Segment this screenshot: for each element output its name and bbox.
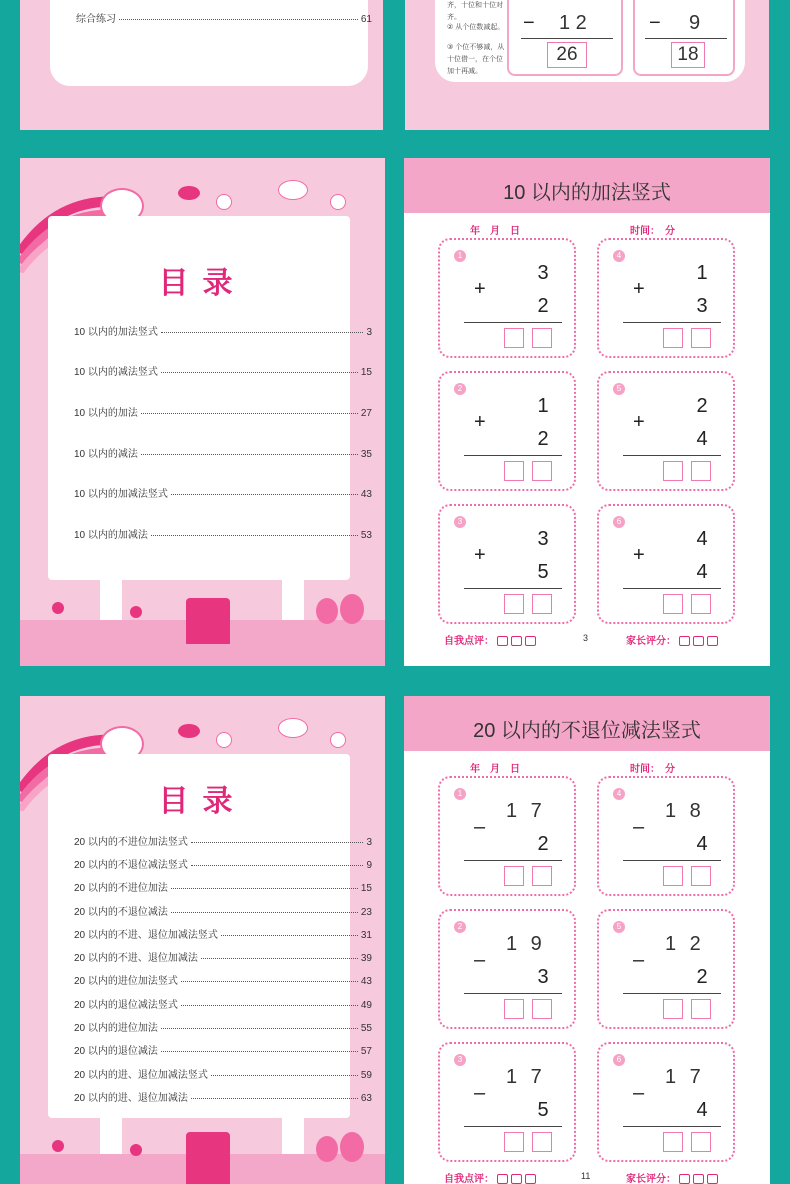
answer-box[interactable] <box>663 999 683 1019</box>
answer-box[interactable] <box>691 461 711 481</box>
answer-box[interactable] <box>663 594 683 614</box>
tree-icon <box>340 594 364 624</box>
toc-row-leader <box>171 494 358 495</box>
top-number: 1 8 <box>665 800 705 822</box>
worksheet-page-partial <box>405 0 769 130</box>
operator: − <box>523 12 535 34</box>
vertical-problem <box>597 504 735 624</box>
toc-row-page: 15 <box>360 883 372 894</box>
date-field[interactable]: 年 月 日 <box>470 226 520 237</box>
toc-row-leader <box>191 842 364 843</box>
toc-row-leader <box>161 372 358 373</box>
problem-number: 4 <box>613 250 625 262</box>
vertical-problem <box>597 1042 735 1162</box>
page-title: 20 以内的不退位减法竖式 <box>473 720 701 742</box>
operator: – <box>633 949 645 971</box>
toc-row-label: 20 以内的不退位减法竖式 <box>74 860 188 871</box>
toc-row[interactable] <box>74 445 372 460</box>
top-number: 2 <box>696 395 708 417</box>
bird-icon <box>178 724 200 738</box>
self-eval[interactable] <box>444 1170 536 1184</box>
answer-box[interactable] <box>663 866 683 886</box>
top-number: 1 <box>696 262 708 284</box>
face-icon[interactable] <box>511 1174 522 1184</box>
answer-box[interactable] <box>504 461 524 481</box>
toc-row-page: 43 <box>360 489 372 500</box>
toc-row[interactable] <box>74 1019 372 1034</box>
face-icon[interactable] <box>525 1174 536 1184</box>
underline <box>623 1126 721 1127</box>
toc-row-page: 35 <box>360 449 372 460</box>
toc-row[interactable] <box>74 404 372 419</box>
bottom-number: 1 2 <box>559 12 587 34</box>
underline <box>464 322 562 323</box>
toc-row-label: 20 以内的不进、退位加减法 <box>74 953 198 964</box>
top-number: 1 7 <box>506 1066 546 1088</box>
top-number: 3 <box>537 262 549 284</box>
toc-row[interactable] <box>74 856 372 871</box>
toc-row-label: 20 以内的退位减法 <box>74 1046 158 1057</box>
top-number: 1 <box>537 395 549 417</box>
answer-box[interactable] <box>504 866 524 886</box>
problem-number: 5 <box>613 383 625 395</box>
bottom-number: 5 <box>537 1099 549 1121</box>
toc-row-label: 10 以内的加减法 <box>74 530 148 541</box>
answer-box[interactable] <box>532 1132 552 1152</box>
note-1: 齐，十位和十位对齐。 <box>447 2 503 21</box>
toc-row-label: 10 以内的减法竖式 <box>74 367 158 378</box>
toc-row-page: 27 <box>360 408 372 419</box>
toc-row-leader <box>181 981 358 982</box>
toc-row-label: 20 以内的进位加法竖式 <box>74 976 178 987</box>
vertical-problem <box>507 0 623 76</box>
toc-row-label: 20 以内的进、退位加减法 <box>74 1093 188 1104</box>
operator: – <box>474 949 486 971</box>
toc-row-label: 10 以内的加减法竖式 <box>74 489 168 500</box>
toc-row-page: 39 <box>360 953 372 964</box>
time-field[interactable]: 时间： 分 <box>630 764 675 775</box>
face-icon[interactable] <box>679 636 690 646</box>
operator: – <box>474 1082 486 1104</box>
toc-row-page: 59 <box>360 1070 372 1081</box>
answer-box[interactable]: 26 <box>547 42 587 68</box>
toc-row-label: 20 以内的不进位加法竖式 <box>74 837 188 848</box>
toc-row-page: 23 <box>360 907 372 918</box>
parent-eval-label: 家长评分： <box>626 636 676 647</box>
self-eval-label: 自我点评： <box>444 636 494 647</box>
flower-icon <box>330 194 346 210</box>
underline <box>464 993 562 994</box>
toc-row-page: 49 <box>360 1000 372 1011</box>
operator: + <box>633 544 645 566</box>
flower-icon <box>330 732 346 748</box>
toc-row[interactable] <box>74 833 372 848</box>
toc-row[interactable] <box>74 485 372 500</box>
toc-row-leader <box>161 1051 358 1052</box>
toc-row-page: 9 <box>366 860 372 871</box>
operator: + <box>633 411 645 433</box>
toc-row[interactable] <box>74 1042 372 1057</box>
toc-row-leader <box>171 888 358 889</box>
toc-row[interactable] <box>74 526 372 541</box>
toc-row-leader <box>161 1028 358 1029</box>
bottom-number: 2 <box>537 295 549 317</box>
face-icon[interactable] <box>525 636 536 646</box>
top-number: 1 7 <box>665 1066 705 1088</box>
operator: + <box>633 278 645 300</box>
bottom-number: 2 <box>537 428 549 450</box>
problem-number: 1 <box>454 250 466 262</box>
answer-box[interactable] <box>504 999 524 1019</box>
house-icon <box>186 598 230 644</box>
page-title: 10 以内的加法竖式 <box>503 182 671 204</box>
toc-page <box>20 696 385 1184</box>
bottom-number: 3 <box>537 966 549 988</box>
vertical-problem <box>438 238 576 358</box>
vertical-problem <box>438 371 576 491</box>
tree-icon <box>340 1132 364 1162</box>
vertical-problem <box>438 504 576 624</box>
top-number: 1 9 <box>506 933 546 955</box>
toc-row-label: 综合练习 <box>76 14 116 25</box>
toc-row-page: 3 <box>366 837 372 848</box>
operator: + <box>474 544 486 566</box>
flower-icon <box>130 1144 142 1156</box>
face-icon[interactable] <box>497 1174 508 1184</box>
page-title: 目录 <box>158 267 247 300</box>
toc-row[interactable] <box>74 1089 372 1104</box>
bottom-number: 2 <box>537 833 549 855</box>
toc-row-page: 15 <box>360 367 372 378</box>
toc-row-page: 31 <box>360 930 372 941</box>
vertical-problem <box>438 909 576 1029</box>
toc-row-page: 57 <box>360 1046 372 1057</box>
toc-row[interactable] <box>74 879 372 894</box>
problem-number: 2 <box>454 383 466 395</box>
flower-icon <box>52 602 64 614</box>
operator: + <box>474 411 486 433</box>
toc-row-leader <box>191 865 364 866</box>
worksheet-footer <box>404 1170 770 1184</box>
house-icon <box>186 1132 230 1184</box>
answer-box[interactable] <box>532 999 552 1019</box>
operator: – <box>474 816 486 838</box>
tree-icon <box>316 598 338 624</box>
bottom-number: 4 <box>696 1099 708 1121</box>
top-number: 4 <box>696 528 708 550</box>
top-number: 1 2 <box>665 933 705 955</box>
problem-number: 5 <box>613 921 625 933</box>
underline <box>464 455 562 456</box>
face-icon[interactable] <box>511 636 522 646</box>
flower-icon <box>52 1140 64 1152</box>
answer-box[interactable] <box>532 866 552 886</box>
underline <box>521 38 613 39</box>
problem-number: 6 <box>613 1054 625 1066</box>
toc-row-leader <box>171 912 358 913</box>
worksheet-footer <box>404 632 770 654</box>
face-icon[interactable] <box>693 636 704 646</box>
toc-row-leader <box>141 454 358 455</box>
vertical-problem <box>438 1042 576 1162</box>
problem-number: 2 <box>454 921 466 933</box>
self-eval-label: 自我点评： <box>444 1174 494 1184</box>
face-icon[interactable] <box>707 1174 718 1184</box>
answer-box[interactable] <box>532 461 552 481</box>
flower-icon <box>216 732 232 748</box>
underline <box>464 588 562 589</box>
bottom-number: 5 <box>537 561 549 583</box>
underline <box>623 993 721 994</box>
bottom-number: 2 <box>696 966 708 988</box>
toc-row-leader <box>191 1098 358 1099</box>
tree-icon <box>316 1136 338 1162</box>
answer-box[interactable] <box>663 1132 683 1152</box>
vertical-problem <box>597 371 735 491</box>
bird-icon <box>178 186 200 200</box>
problem-number: 6 <box>613 516 625 528</box>
face-icon[interactable] <box>693 1174 704 1184</box>
problem-number: 3 <box>454 516 466 528</box>
face-icon[interactable] <box>497 636 508 646</box>
answer-box[interactable] <box>663 461 683 481</box>
operator: – <box>633 1082 645 1104</box>
toc-page <box>20 158 385 666</box>
flower-icon <box>130 606 142 618</box>
toc-row-page: 53 <box>360 530 372 541</box>
toc-row[interactable] <box>74 949 372 964</box>
toc-row-page: 63 <box>360 1093 372 1104</box>
toc-row-label: 20 以内的不进位加法 <box>74 883 168 894</box>
toc-row-leader <box>201 958 358 959</box>
underline <box>623 588 721 589</box>
answer-box[interactable] <box>691 328 711 348</box>
answer-box[interactable] <box>504 1132 524 1152</box>
toc-row <box>76 10 372 25</box>
toc-row-leader <box>119 19 358 20</box>
operator: – <box>633 816 645 838</box>
problem-number: 1 <box>454 788 466 800</box>
toc-row-leader <box>151 535 358 536</box>
vertical-problem <box>633 0 735 76</box>
vertical-problem <box>597 238 735 358</box>
answer-box[interactable] <box>532 328 552 348</box>
bottom-number: 9 <box>689 12 701 34</box>
face-icon[interactable] <box>679 1174 690 1184</box>
underline <box>464 1126 562 1127</box>
toc-row-leader <box>181 1005 358 1006</box>
cloud-face-icon <box>278 718 308 738</box>
underline <box>623 322 721 323</box>
date-field[interactable]: 年 月 日 <box>470 764 520 775</box>
page-number: 11 <box>581 1171 591 1181</box>
toc-row-label: 20 以内的进、退位加减法竖式 <box>74 1070 208 1081</box>
toc-row[interactable] <box>74 903 372 918</box>
vertical-problem <box>438 776 576 896</box>
toc-row[interactable] <box>74 1066 372 1081</box>
flower-icon <box>216 194 232 210</box>
answer-box[interactable]: 18 <box>671 42 705 68</box>
toc-row-leader <box>141 413 358 414</box>
parent-eval[interactable] <box>626 1170 718 1184</box>
toc-row[interactable] <box>74 996 372 1011</box>
problem-number: 3 <box>454 1054 466 1066</box>
worksheet-page <box>404 158 770 666</box>
toc-page-partial <box>20 0 383 130</box>
toc-row[interactable] <box>74 323 372 338</box>
answer-box[interactable] <box>532 594 552 614</box>
bottom-number: 4 <box>696 428 708 450</box>
page-number: 3 <box>583 633 589 643</box>
page-title: 目录 <box>158 785 247 818</box>
note-3: ③ 个位不够减，从十位借一，在个位加十再减。 <box>447 44 505 75</box>
toc-row-page: 61 <box>360 14 372 25</box>
toc-row-page: 43 <box>360 976 372 987</box>
parent-eval[interactable] <box>626 632 718 647</box>
toc-row-label: 20 以内的进位加法 <box>74 1023 158 1034</box>
toc-row-leader <box>221 935 358 936</box>
bottom-number: 4 <box>696 561 708 583</box>
toc-row-page: 55 <box>360 1023 372 1034</box>
toc-row-label: 20 以内的不退位减法 <box>74 907 168 918</box>
toc-row[interactable] <box>74 363 372 378</box>
parent-eval-label: 家长评分： <box>626 1174 676 1184</box>
answer-box[interactable] <box>504 328 524 348</box>
answer-box[interactable] <box>504 594 524 614</box>
vertical-problem <box>597 776 735 896</box>
underline <box>623 455 721 456</box>
worksheet-page <box>404 696 770 1184</box>
answer-box[interactable] <box>691 999 711 1019</box>
note-2: ② 从个位数减起。 <box>447 24 505 31</box>
toc-row-label: 20 以内的退位减法竖式 <box>74 1000 178 1011</box>
operator: + <box>474 278 486 300</box>
underline <box>645 38 727 39</box>
toc-row-label: 20 以内的不进、退位加减法竖式 <box>74 930 218 941</box>
toc-row[interactable] <box>74 972 372 987</box>
toc-row-leader <box>161 332 364 333</box>
underline <box>623 860 721 861</box>
self-eval[interactable] <box>444 632 536 647</box>
toc-row-label: 10 以内的减法 <box>74 449 138 460</box>
toc-row-leader <box>211 1075 358 1076</box>
face-icon[interactable] <box>707 636 718 646</box>
answer-box[interactable] <box>691 594 711 614</box>
toc-row-label: 10 以内的加法 <box>74 408 138 419</box>
operator: − <box>649 12 661 34</box>
bottom-number: 4 <box>696 833 708 855</box>
bottom-number: 3 <box>696 295 708 317</box>
problem-number: 4 <box>613 788 625 800</box>
time-field[interactable]: 时间： 分 <box>630 226 675 237</box>
toc-row-page: 3 <box>366 327 372 338</box>
underline <box>464 860 562 861</box>
answer-box[interactable] <box>663 328 683 348</box>
top-number: 1 7 <box>506 800 546 822</box>
toc-row[interactable] <box>74 926 372 941</box>
answer-box[interactable] <box>691 866 711 886</box>
cloud-face-icon <box>278 180 308 200</box>
answer-box[interactable] <box>691 1132 711 1152</box>
toc-row-label: 10 以内的加法竖式 <box>74 327 158 338</box>
vertical-problem <box>597 909 735 1029</box>
top-number: 3 <box>537 528 549 550</box>
